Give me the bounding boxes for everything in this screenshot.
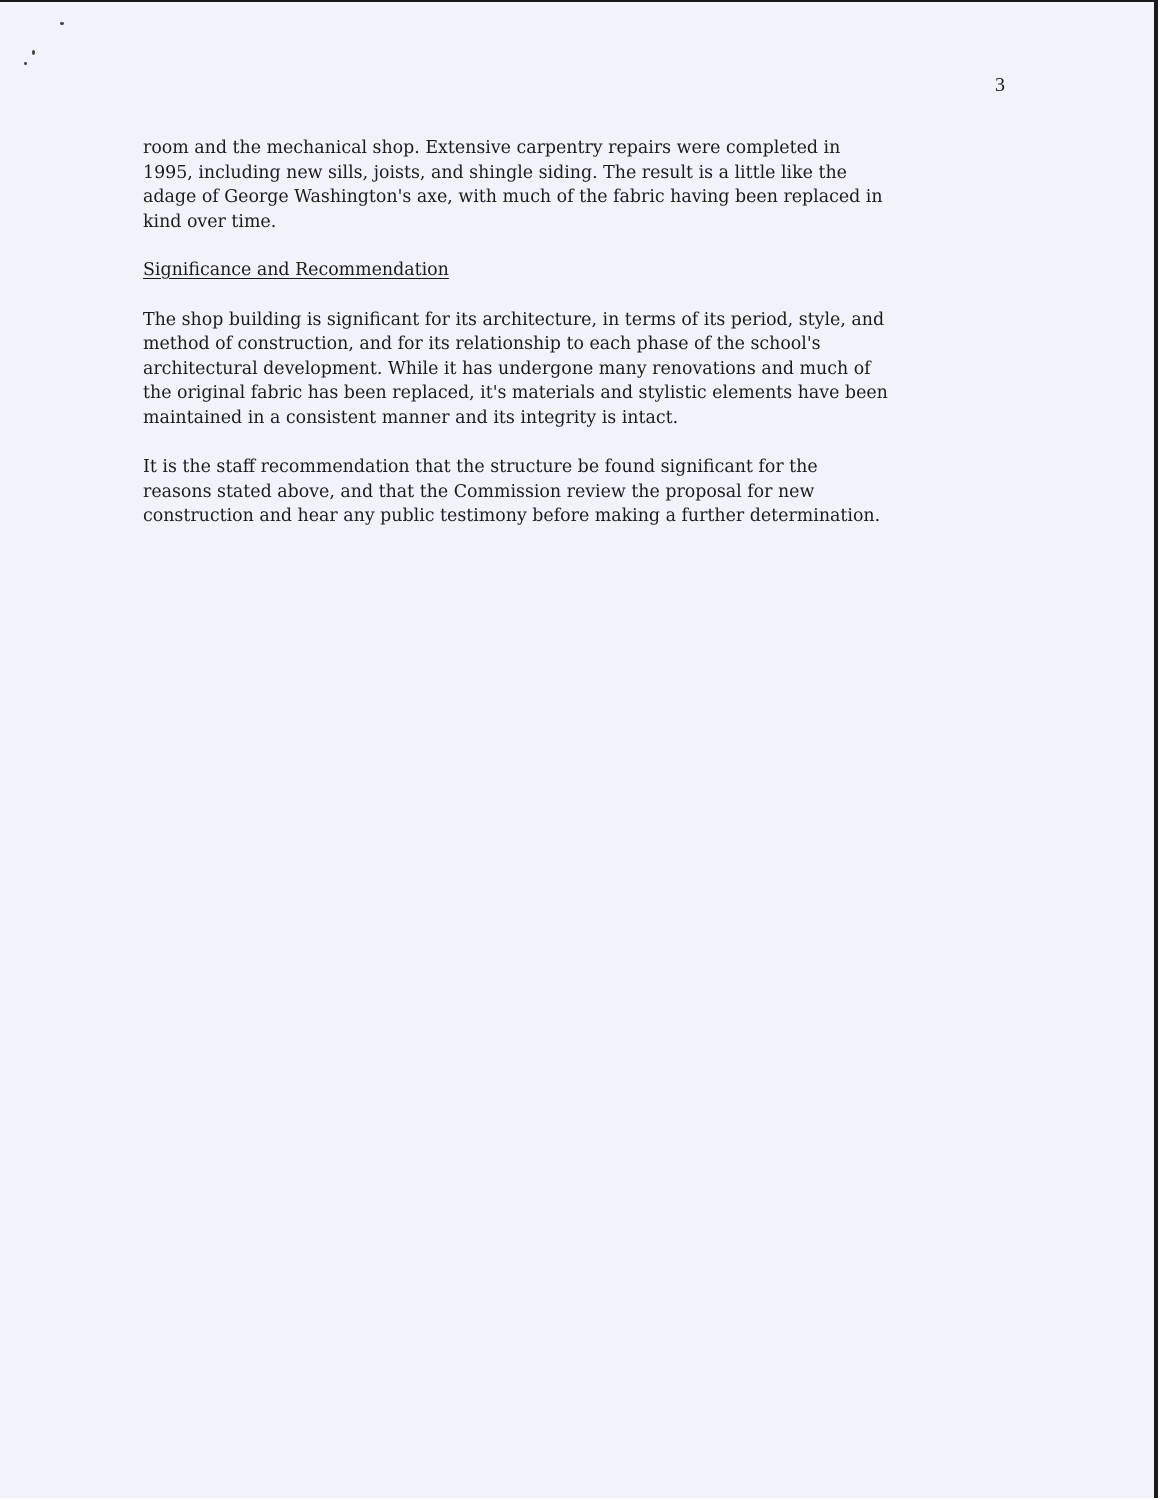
page-number: 3 [995,74,1005,96]
paragraph-significance: The shop building is significant for its architecture, in terms of its period, style, and method of construction, and for its relationship to each phase of the school's architectural development. While it has undergone many renovations and much of the original fabric has been replaced, it's materials and stylistic elements have been maintained in a consistent manner and its integrity is intact. [143,309,888,428]
document-body [143,136,1023,529]
scan-speck [32,50,35,55]
paragraph-carpentry-repairs: room and the mechanical shop. Extensive carpentry repairs were completed in 1995, including new sills, joists, and shingle siding. The result is a little like the adage of George Washington's axe, with much of the fabric having been replaced in kind over time. [143,138,883,232]
scan-speck [24,62,27,65]
paragraph-recommendation: It is the staff recommendation that the structure be found significant for the reasons stated above, and that the Commission review the proposal for new construction and hear any public testimony before making a further determination. [143,457,881,526]
scan-speck [60,22,64,25]
section-heading: Significance and Recommendation [143,260,449,280]
